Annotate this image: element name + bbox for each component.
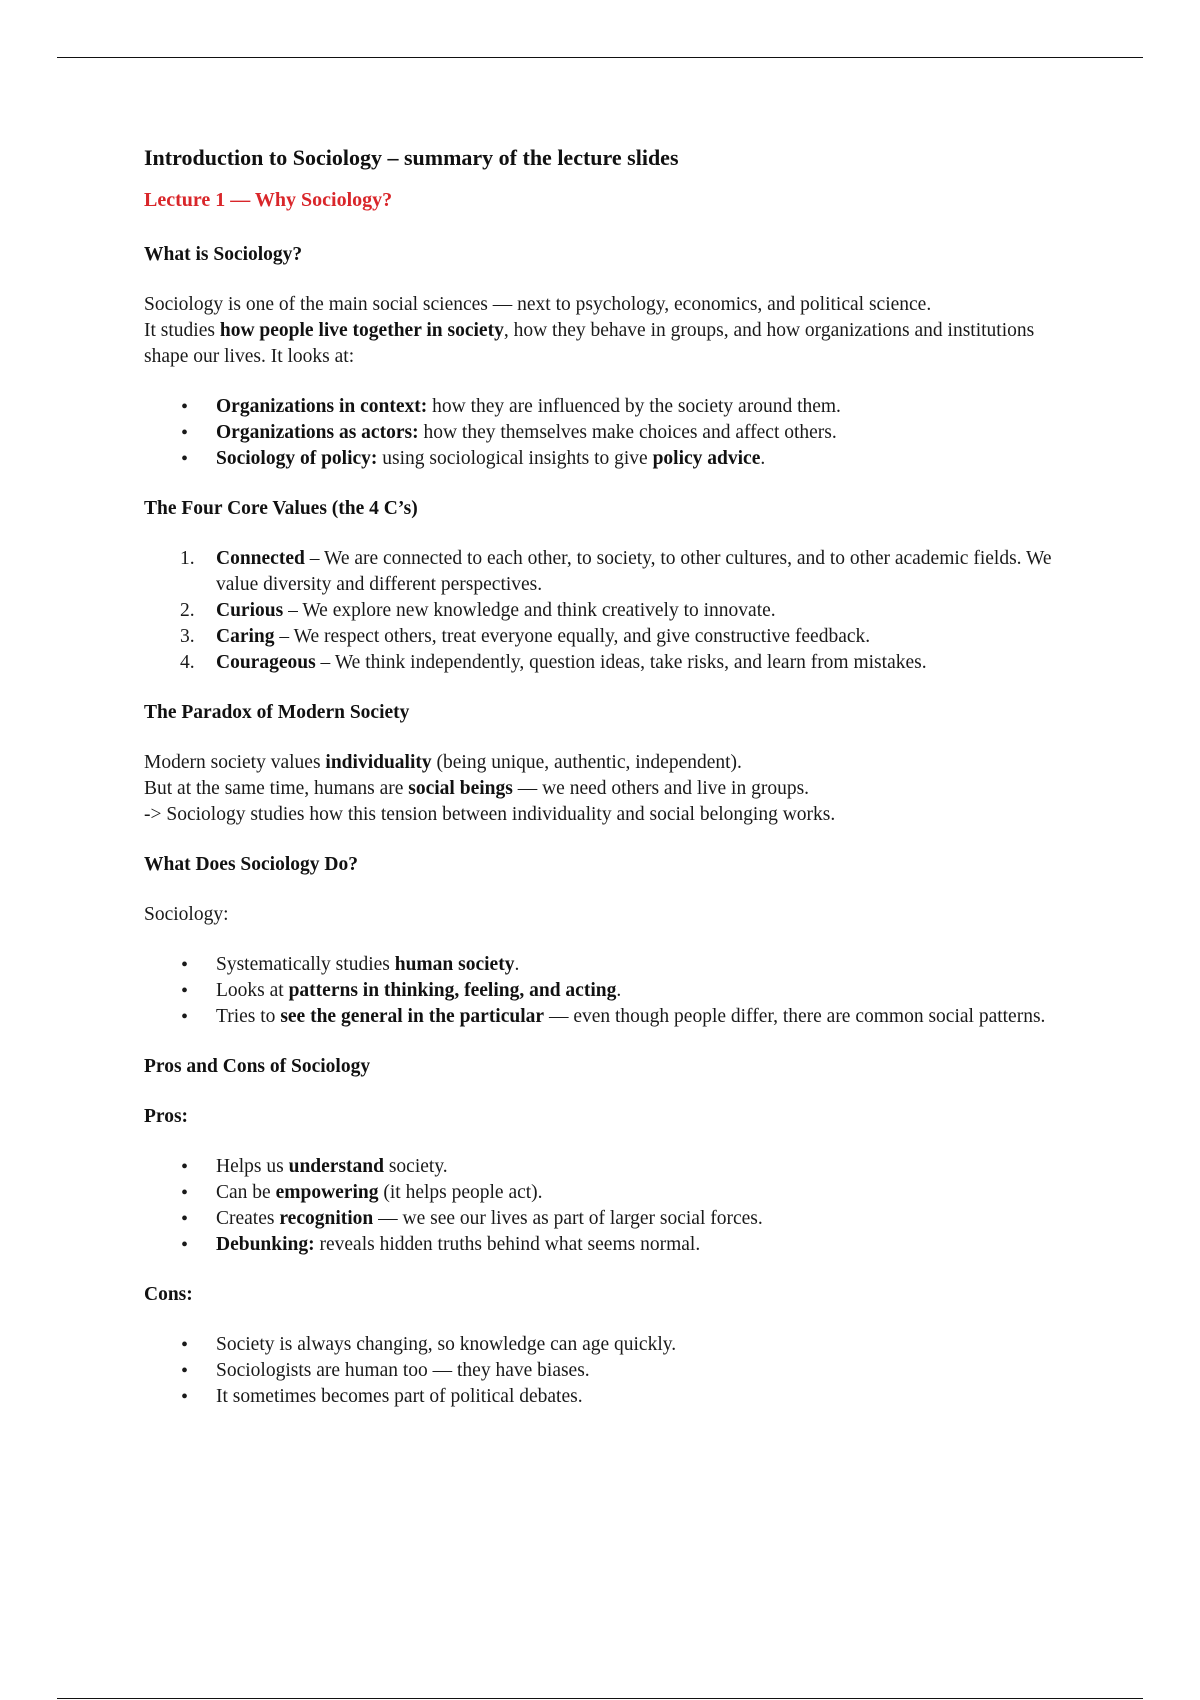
bullet-list-cons (144, 1332, 1064, 1410)
text-run: (it helps people act). (378, 1182, 543, 1203)
section-heading-what-does: What Does Sociology Do? (144, 854, 358, 875)
bold-run: Caring (216, 626, 275, 647)
list-item (216, 978, 1064, 1004)
bold-run: Debunking: (216, 1234, 315, 1255)
paragraph-paradox (144, 750, 1064, 828)
bullet-list-pros (144, 1154, 1064, 1258)
text-run: society. (383, 1156, 448, 1177)
section-heading-core-values: The Four Core Values (the 4 C’s) (144, 498, 418, 519)
list-item (216, 446, 1064, 472)
text-run: Systematically studies (216, 954, 395, 975)
list-item (216, 420, 1064, 446)
bold-run: Sociology of policy: (216, 448, 378, 469)
section-heading-paradox: The Paradox of Modern Society (144, 702, 410, 723)
text-run: . (616, 980, 622, 1001)
text-run: (being unique, authentic, independent). (431, 752, 742, 773)
list-number: 2. (180, 600, 195, 621)
bold-run: social beings (408, 778, 513, 799)
text-run: Can be (216, 1182, 276, 1203)
bold-run: how people live together in society (219, 320, 504, 341)
bold-run: human society (394, 954, 515, 975)
text-run: – We think independently, question ideas, take risks, and learn from mistakes. (315, 652, 927, 673)
page-bottom-rule (57, 1698, 1143, 1699)
text-run: Looks at (216, 980, 289, 1001)
cons-label: Cons: (144, 1284, 193, 1305)
bold-run: recognition (279, 1208, 374, 1229)
list-item (216, 1180, 1064, 1206)
text-run: — we see our lives as part of larger social forces. (373, 1208, 763, 1229)
text-run: using sociological insights to give (377, 448, 653, 469)
list-item (216, 952, 1064, 978)
bold-run: patterns in thinking, feeling, and acting (288, 980, 617, 1001)
text-run: — we need others and live in groups. (512, 778, 810, 799)
list-item (180, 650, 1064, 676)
list-item (180, 624, 1064, 650)
list-item: • Sociologists are human too — they have biases. (216, 1358, 1064, 1384)
paragraph-definition (144, 292, 1064, 370)
section-heading-pros-cons: Pros and Cons of Sociology (144, 1056, 371, 1077)
bold-run: Organizations in context: (216, 396, 428, 417)
text-run: , how they behave in groups, and how organizations and institutions shape our lives. It looks at: (144, 320, 1035, 367)
list-item: • It sometimes becomes part of political debates. (216, 1384, 1064, 1410)
text-run: It studies (144, 320, 220, 341)
bullet-list-looks-at (144, 394, 1064, 472)
pros-label: Pros: (144, 1106, 189, 1127)
list-item (216, 1206, 1064, 1232)
text-run: – We respect others, treat everyone equally, and give constructive feedback. (274, 626, 871, 647)
section-heading-what-is: What is Sociology? (144, 244, 303, 265)
text-run: how they themselves make choices and affect others. (418, 422, 837, 443)
text-run: Helps us (216, 1156, 289, 1177)
text-run: Tries to (216, 1006, 281, 1027)
text-run: . (760, 448, 766, 469)
page-top-rule (57, 57, 1143, 58)
bold-run: see the general in the particular (280, 1006, 545, 1027)
text-run: reveals hidden truths behind what seems normal. (314, 1234, 701, 1255)
list-number: 3. (180, 626, 195, 647)
text-run: – We are connected to each other, to society, to other cultures, and to other academic fields. We value diversity and different perspectives. (216, 548, 1052, 595)
bold-run: policy advice (652, 448, 761, 469)
paragraph-intro: Sociology: (144, 904, 229, 925)
bold-run: Connected (216, 548, 305, 569)
list-number: 4. (180, 652, 195, 673)
bold-run: individuality (325, 752, 432, 773)
list-item (216, 394, 1064, 420)
text-run: Creates (216, 1208, 280, 1229)
list-item (216, 1232, 1064, 1258)
document-body (144, 141, 1064, 1410)
text-run: But at the same time, humans are (144, 778, 409, 799)
text-run: -> Sociology studies how this tension between individuality and social belonging works. (144, 804, 836, 825)
text-run: . (514, 954, 520, 975)
numbered-list-core-values (144, 546, 1064, 676)
text-run: how they are influenced by the society around them. (427, 396, 841, 417)
list-item (180, 546, 1064, 598)
bold-run: understand (288, 1156, 384, 1177)
list-item (216, 1004, 1064, 1030)
bullet-list-what-does (144, 952, 1064, 1030)
text-run: Modern society values (144, 752, 326, 773)
text-run: – We explore new knowledge and think creatively to innovate. (283, 600, 776, 621)
list-item: • Society is always changing, so knowledge can age quickly. (216, 1332, 1064, 1358)
text-run: Sociology is one of the main social sciences — next to psychology, economics, and political science. (144, 294, 932, 315)
bold-run: Organizations as actors: (216, 422, 419, 443)
bold-run: Courageous (216, 652, 316, 673)
lecture-heading: Lecture 1 — Why Sociology? (144, 189, 393, 211)
list-item (216, 1154, 1064, 1180)
document-title: Introduction to Sociology – summary of the lecture slides (144, 145, 679, 170)
bold-run: empowering (275, 1182, 379, 1203)
text-run: — even though people differ, there are common social patterns. (544, 1006, 1046, 1027)
list-item (180, 598, 1064, 624)
list-number: 1. (180, 548, 195, 569)
bold-run: Curious (216, 600, 284, 621)
